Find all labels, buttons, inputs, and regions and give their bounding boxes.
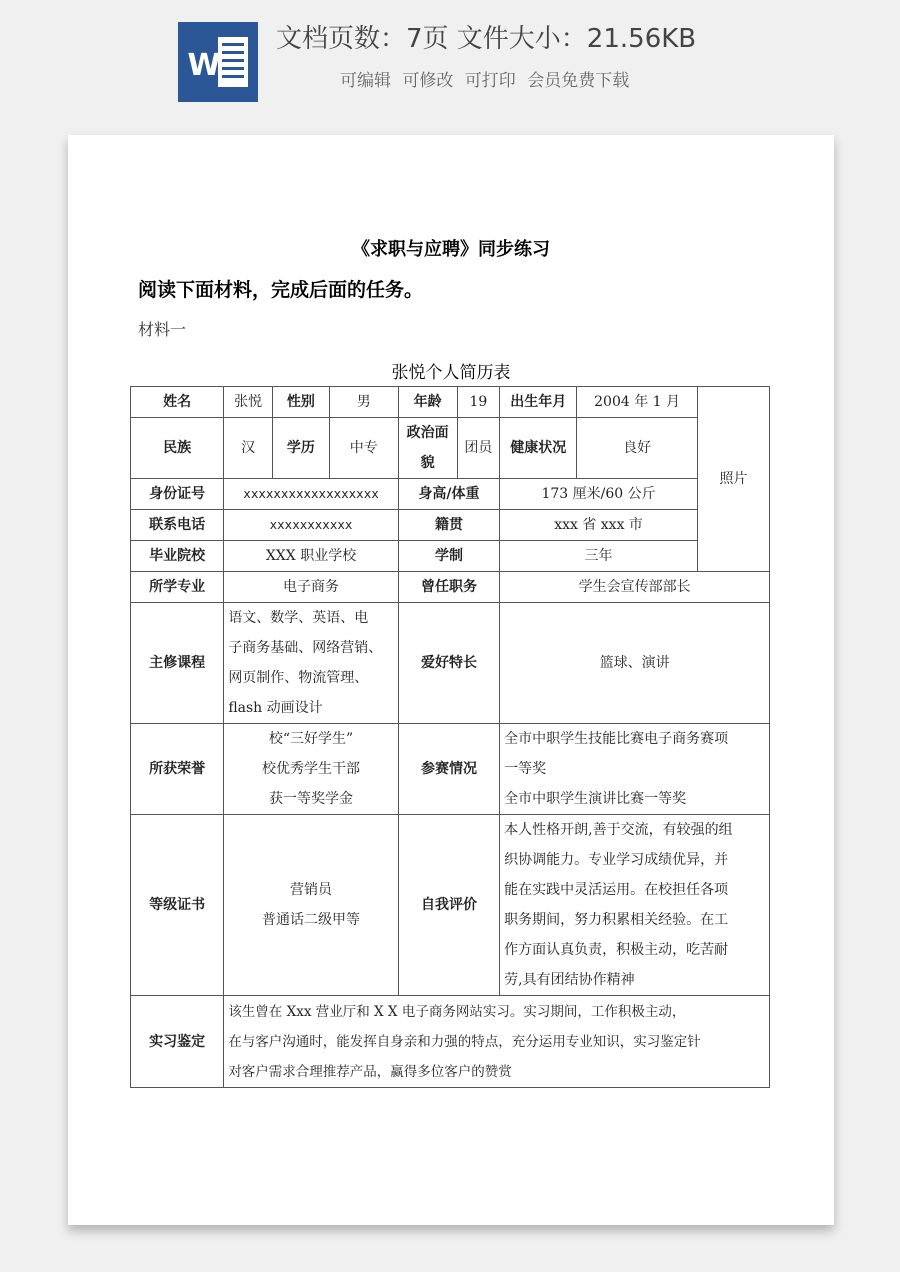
- document-page: [68, 135, 834, 1225]
- material-label: 材料一: [138, 320, 187, 339]
- health-label: 健康状况: [500, 418, 577, 479]
- course-line: 子商务基础、网络营销、: [228, 640, 383, 656]
- table-row: [131, 541, 770, 572]
- intern-line: 在与客户沟通时，能发挥自身亲和力强的特点，充分运用专业知识，实习鉴定针: [228, 1033, 701, 1050]
- course-line: 语文、数学、英语、电: [228, 610, 369, 626]
- document-features: 可编辑 可修改 可打印 会员免费下载: [340, 71, 630, 91]
- birth-value: 2004 年 1 月: [577, 387, 698, 418]
- native-value: xxx 省 xxx 市: [500, 510, 698, 541]
- table-row: [131, 724, 770, 815]
- honor-line: 校优秀学生干部: [262, 761, 361, 777]
- word-document-icon: [178, 22, 258, 102]
- courses-label: 主修课程: [131, 603, 224, 724]
- table-row: [131, 572, 770, 603]
- ethnicity-value: 汉: [224, 418, 273, 479]
- gender-value: 男: [329, 387, 398, 418]
- self-eval-line: 职务期间，努力积累相关经验。在工: [504, 912, 729, 928]
- hobby-label: 爱好特长: [398, 603, 499, 724]
- table-row: [131, 603, 770, 724]
- school-label: 毕业院校: [131, 541, 224, 572]
- contest-value: [500, 724, 770, 815]
- honor-line: 校“三好学生”: [268, 731, 354, 747]
- course-line: flash 动画设计: [228, 700, 323, 716]
- intern-label: 实习鉴定: [131, 996, 224, 1088]
- height-weight-label: 身高/体重: [398, 479, 499, 510]
- document-instruction: 阅读下面材料，完成后面的任务。: [138, 279, 424, 301]
- table-row: [131, 815, 770, 996]
- contest-label: 参赛情况: [398, 724, 499, 815]
- phone-value: xxxxxxxxxxx: [224, 510, 398, 541]
- resume-table: [130, 386, 770, 1088]
- position-value: 学生会宣传部部长: [500, 572, 770, 603]
- honors-value: [224, 724, 398, 815]
- self-eval-line: 劳,具有团结协作精神: [504, 972, 635, 988]
- honors-label: 所获荣誉: [131, 724, 224, 815]
- name-label: 姓名: [131, 387, 224, 418]
- course-line: 网页制作、物流管理、: [228, 670, 369, 686]
- phone-label: 联系电话: [131, 510, 224, 541]
- height-weight-value: 173 厘米/60 公斤: [500, 479, 698, 510]
- intern-value: [224, 996, 770, 1088]
- position-label: 曾任职务: [398, 572, 499, 603]
- political-value: 团员: [457, 418, 500, 479]
- name-value: 张悦: [224, 387, 273, 418]
- table-row: [131, 996, 770, 1088]
- resume-table-title: 张悦个人简历表: [391, 363, 511, 383]
- age-value: 19: [457, 387, 500, 418]
- table-row: [131, 510, 770, 541]
- self-eval-label: 自我评价: [398, 815, 499, 996]
- id-label: 身份证号: [131, 479, 224, 510]
- self-eval-line: 作方面认真负责，积极主动，吃苦耐: [504, 942, 729, 958]
- native-label: 籍贯: [398, 510, 499, 541]
- word-icon-letter: W: [187, 48, 221, 83]
- cert-line: 营销员: [290, 882, 333, 898]
- table-row: [131, 387, 770, 418]
- cert-value: [224, 815, 398, 996]
- education-label: 学历: [272, 418, 329, 479]
- document-info-banner: [0, 0, 900, 120]
- school-value: XXX 职业学校: [224, 541, 398, 572]
- contest-line: 全市中职学生演讲比赛一等奖: [504, 791, 687, 807]
- courses-value: [224, 603, 398, 724]
- honor-line: 获一等奖学金: [269, 791, 354, 807]
- age-label: 年龄: [398, 387, 457, 418]
- health-value: 良好: [577, 418, 698, 479]
- cert-label: 等级证书: [131, 815, 224, 996]
- self-eval-value: [500, 815, 770, 996]
- id-value: xxxxxxxxxxxxxxxxxx: [224, 479, 398, 510]
- birth-label: 出生年月: [500, 387, 577, 418]
- self-eval-line: 织协调能力。专业学习成绩优异，并: [504, 852, 729, 868]
- major-label: 所学专业: [131, 572, 224, 603]
- document-title: 《求职与应聘》同步练习: [352, 239, 550, 260]
- hobby-value: 篮球、演讲: [500, 603, 770, 724]
- contest-line: 全市中职学生技能比赛电子商务赛项: [504, 731, 729, 747]
- ethnicity-label: 民族: [131, 418, 224, 479]
- table-row: [131, 418, 770, 479]
- intern-line: 对客户需求合理推荐产品，赢得多位客户的赞赏: [228, 1063, 512, 1080]
- education-value: 中专: [329, 418, 398, 479]
- length-label: 学制: [398, 541, 499, 572]
- document-stats: 文档页数：7页 文件大小：21.56KB: [276, 24, 697, 54]
- self-eval-line: 能在实践中灵活运用。在校担任各项: [504, 882, 729, 898]
- length-value: 三年: [500, 541, 698, 572]
- cert-line: 普通话二级甲等: [262, 912, 361, 928]
- photo-cell: 照片: [697, 387, 769, 572]
- political-label: 政治面貌: [398, 418, 457, 479]
- self-eval-line: 本人性格开朗,善于交流，有较强的组: [504, 822, 733, 838]
- table-row: [131, 479, 770, 510]
- gender-label: 性别: [272, 387, 329, 418]
- contest-line: 一等奖: [504, 761, 547, 777]
- major-value: 电子商务: [224, 572, 398, 603]
- intern-line: 该生曾在 Xxx 营业厅和 X X 电子商务网站实习。实习期间，工作积极主动，: [228, 1003, 686, 1020]
